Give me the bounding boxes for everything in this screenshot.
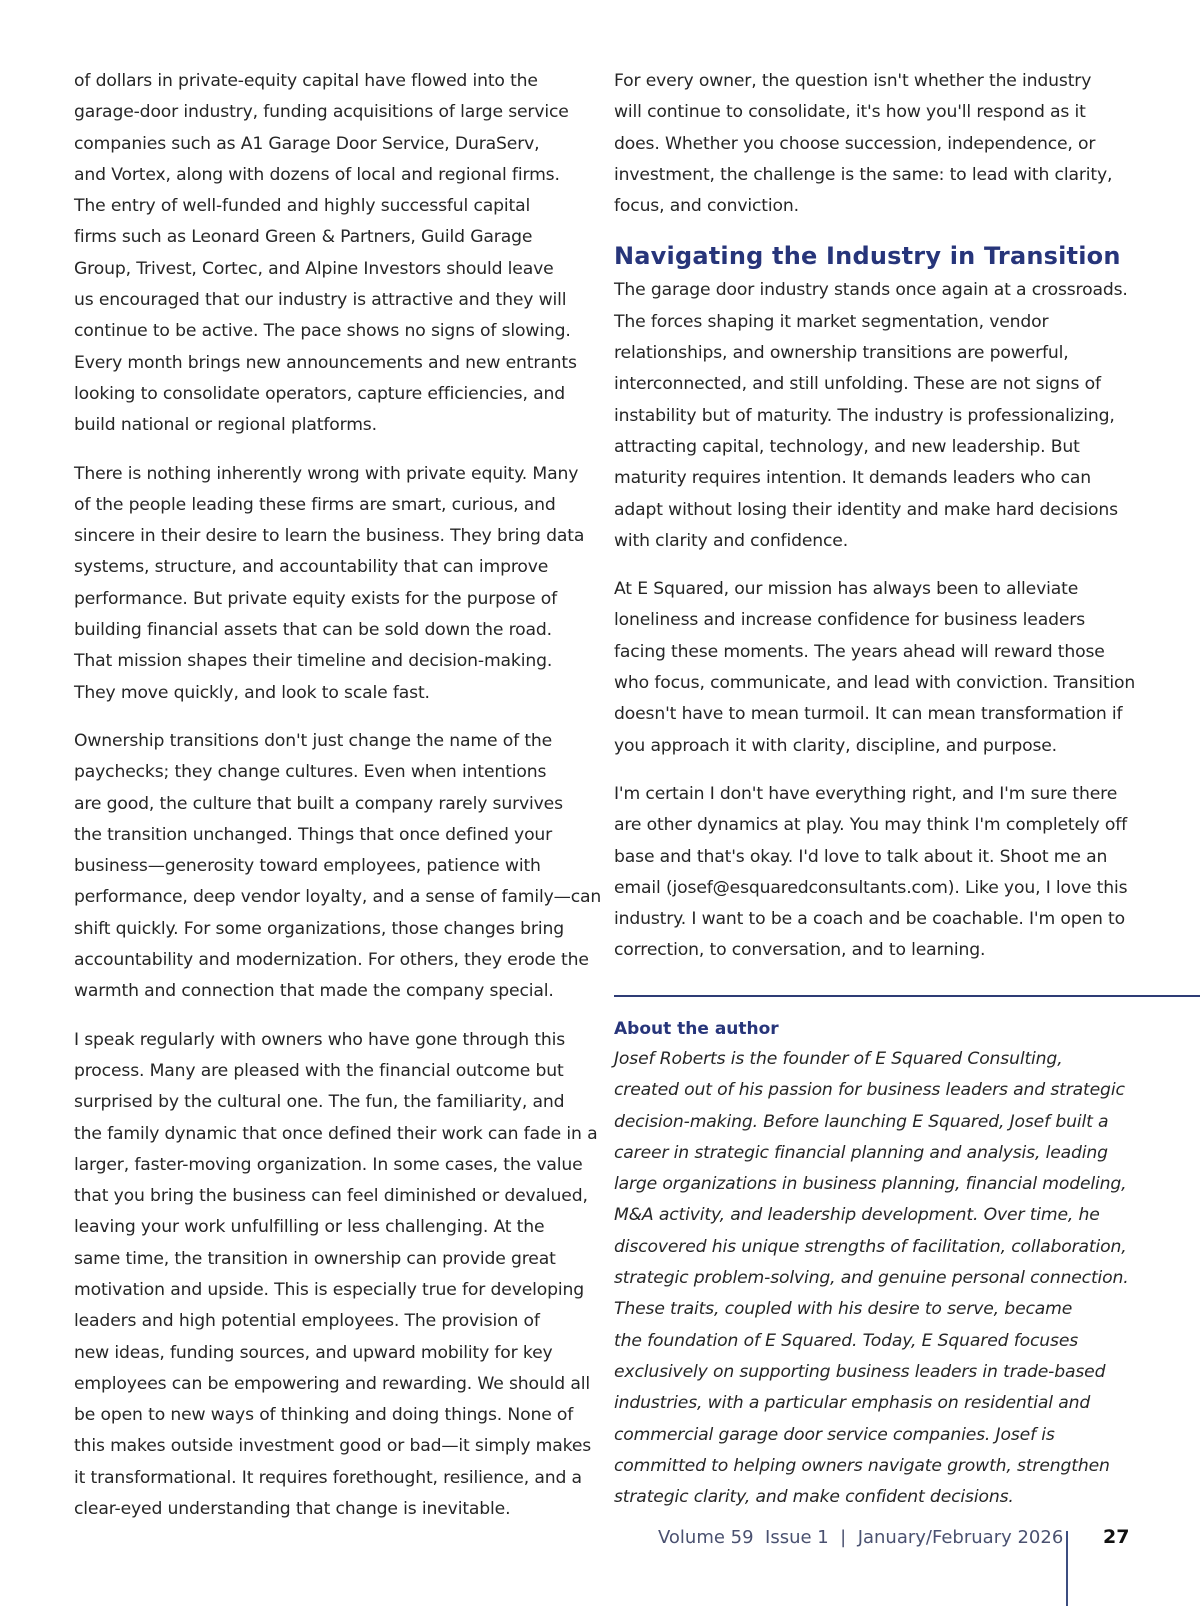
text-line: industry. I want to be a coach and be coachable. I'm open to xyxy=(614,909,1125,930)
paragraph xyxy=(74,726,602,1008)
about-line: decision-making. Before launching E Squared, Josef built a xyxy=(614,1111,1109,1132)
text-line: investment, the challenge is the same: to lead with clarity, xyxy=(614,164,1113,185)
text-line: loneliness and increase confidence for business leaders xyxy=(614,610,1086,631)
about-line: exclusively on supporting business leaders in trade-based xyxy=(614,1361,1106,1382)
text-line: focus, and conviction. xyxy=(614,196,799,217)
text-line: garage-door industry, funding acquisitions of large service xyxy=(74,102,569,123)
text-line: The forces shaping it market segmentation, vendor xyxy=(614,311,1049,332)
text-line: correction, to conversation, and to learning. xyxy=(614,940,986,961)
text-line: paychecks; they change cultures. Even when intentions xyxy=(74,762,547,783)
paragraph xyxy=(614,275,1200,557)
text-line: clear-eyed understanding that change is inevitable. xyxy=(74,1499,511,1520)
about-line: These traits, coupled with his desire to serve, became xyxy=(614,1299,1073,1320)
paragraph xyxy=(74,459,594,709)
text-line: base and that's okay. I'd love to talk about it. Shoot me an xyxy=(614,846,1108,867)
text-line: and Vortex, along with dozens of local and regional firms. xyxy=(74,164,560,185)
left-column xyxy=(74,66,602,1542)
text-line: it transformational. It requires forethought, resilience, and a xyxy=(74,1467,582,1488)
about-line: industries, with a particular emphasis on residential and xyxy=(614,1393,1091,1414)
text-line: looking to consolidate operators, capture efficiencies, and xyxy=(74,383,565,404)
text-line: you approach it with clarity, discipline, and purpose. xyxy=(614,735,1057,756)
text-line: leaders and high potential employees. The provision of xyxy=(74,1311,540,1332)
text-line: new ideas, funding sources, and upward mobility for key xyxy=(74,1342,553,1363)
text-line: adapt without losing their identity and make hard decisions xyxy=(614,499,1118,520)
text-line: with clarity and confidence. xyxy=(614,530,849,551)
text-line: same time, the transition in ownership can provide great xyxy=(74,1248,556,1269)
about-heading: About the author xyxy=(614,1019,779,1039)
about-line: commercial garage door service companies. Josef is xyxy=(614,1424,1055,1445)
text-line: motivation and upside. This is especially true for developing xyxy=(74,1279,585,1300)
text-line: surprised by the cultural one. The fun, the familiarity, and xyxy=(74,1092,565,1113)
text-line: employees can be empowering and rewarding. We should all xyxy=(74,1373,590,1394)
about-line: created out of his passion for business leaders and strategic xyxy=(614,1080,1125,1101)
text-line: maturity requires intention. It demands leaders who can xyxy=(614,468,1092,489)
text-line: relationships, and ownership transitions are powerful, xyxy=(614,343,1069,364)
text-line: instability but of maturity. The industry is professionalizing, xyxy=(614,405,1115,426)
about-line: strategic problem-solving, and genuine personal connection. xyxy=(614,1268,1129,1289)
text-line: process. Many are pleased with the financial outcome but xyxy=(74,1060,564,1081)
text-line: Group, Trivest, Cortec, and Alpine Investors should leave xyxy=(74,258,554,279)
text-line: the family dynamic that once defined their work can fade in a xyxy=(74,1123,598,1144)
text-line: accountability and modernization. For others, they erode the xyxy=(74,950,589,971)
page-number: 27 xyxy=(1103,1526,1130,1548)
text-line: They move quickly, and look to scale fast. xyxy=(74,682,430,703)
text-line: the transition unchanged. Things that once defined your xyxy=(74,824,553,845)
paragraph xyxy=(614,779,1200,967)
text-line: That mission shapes their timeline and decision-making. xyxy=(74,651,553,672)
right-column xyxy=(614,66,1200,984)
text-line: build national or regional platforms. xyxy=(74,415,377,436)
about-line: the foundation of E Squared. Today, E Squared focuses xyxy=(614,1330,1079,1351)
text-line: are other dynamics at play. You may think I'm completely off xyxy=(614,815,1128,836)
divider-rule xyxy=(614,995,1200,997)
text-line: who focus, communicate, and lead with conviction. Transition xyxy=(614,673,1136,694)
text-line: performance, deep vendor loyalty, and a sense of family—can xyxy=(74,887,602,908)
text-line: are good, the culture that built a company rarely survives xyxy=(74,793,563,814)
text-line: leaving your work unfulfilling or less challenging. At the xyxy=(74,1217,545,1238)
text-line: firms such as Leonard Green & Partners, Guild Garage xyxy=(74,227,533,248)
paragraph xyxy=(614,574,1200,762)
issue-info: Volume 59 Issue 1 | January/February 2026 xyxy=(658,1527,1064,1548)
text-line: warmth and connection that made the company special. xyxy=(74,981,554,1002)
text-line: sincere in their desire to learn the business. They bring data xyxy=(74,526,585,547)
about-line: large organizations in business planning, financial modeling, xyxy=(614,1174,1127,1195)
text-line: building financial assets that can be sold down the road. xyxy=(74,620,552,641)
text-line: that you bring the business can feel diminished or devalued, xyxy=(74,1186,588,1207)
text-line: business—generosity toward employees, patience with xyxy=(74,856,541,877)
text-line: The entry of well-funded and highly successful capital xyxy=(74,196,531,217)
text-line: There is nothing inherently wrong with private equity. Many xyxy=(74,463,579,484)
text-line: this makes outside investment good or bad—it simply makes xyxy=(74,1436,592,1457)
text-line: us encouraged that our industry is attractive and they will xyxy=(74,290,567,311)
about-line: career in strategic financial planning and analysis, leading xyxy=(614,1142,1108,1163)
text-line: email (josef@esquaredconsultants.com). Like you, I love this xyxy=(614,877,1128,898)
right-body xyxy=(614,275,1200,966)
text-line: companies such as A1 Garage Door Service, DuraServ, xyxy=(74,133,540,154)
text-line: Ownership transitions don't just change the name of the xyxy=(74,730,553,751)
text-line: larger, faster-moving organization. In some cases, the value xyxy=(74,1154,583,1175)
text-line: performance. But private equity exists for the purpose of xyxy=(74,588,558,609)
text-line: of the people leading these firms are smart, curious, and xyxy=(74,494,556,515)
paragraph xyxy=(74,66,594,442)
paragraph xyxy=(614,66,1200,222)
text-line: of dollars in private-equity capital have flowed into the xyxy=(74,71,538,91)
text-line: systems, structure, and accountability that can improve xyxy=(74,557,549,578)
text-line: interconnected, and still unfolding. These are not signs of xyxy=(614,374,1101,395)
about-line: M&A activity, and leadership development. Over time, he xyxy=(614,1205,1100,1226)
right-intro xyxy=(614,66,1200,222)
text-line: facing these moments. The years ahead will reward those xyxy=(614,641,1105,662)
text-line: I speak regularly with owners who have gone through this xyxy=(74,1029,566,1050)
text-line: shift quickly. For some organizations, those changes bring xyxy=(74,918,564,939)
text-line: continue to be active. The pace shows no signs of slowing. xyxy=(74,321,571,342)
text-line: attracting capital, technology, and new leadership. But xyxy=(614,436,1080,457)
about-line: committed to helping owners navigate growth, strengthen xyxy=(614,1455,1110,1476)
about-line: discovered his unique strengths of facilitation, collaboration, xyxy=(614,1236,1127,1257)
about-line: Josef Roberts is the founder of E Squared Consulting, xyxy=(614,1049,1063,1069)
text-line: At E Squared, our mission has always been to alleviate xyxy=(614,579,1079,600)
text-line: The garage door industry stands once again at a crossroads. xyxy=(614,280,1128,301)
text-line: doesn't have to mean turmoil. It can mean transformation if xyxy=(614,704,1123,725)
about-line: strategic clarity, and make confident decisions. xyxy=(614,1487,1014,1508)
text-line: For every owner, the question isn't whether the industry xyxy=(614,71,1092,91)
about-text xyxy=(614,1044,1200,1513)
paragraph xyxy=(74,1025,598,1526)
text-line: does. Whether you choose succession, independence, or xyxy=(614,133,1096,154)
text-line: be open to new ways of thinking and doing things. None of xyxy=(74,1405,574,1426)
about-author xyxy=(614,1014,1200,1513)
text-line: will continue to consolidate, it's how you'll respond as it xyxy=(614,102,1086,123)
text-line: Every month brings new announcements and new entrants xyxy=(74,352,577,373)
section-heading: Navigating the Industry in Transition xyxy=(614,242,1121,271)
footer-divider xyxy=(1066,1531,1068,1606)
text-line: I'm certain I don't have everything right, and I'm sure there xyxy=(614,783,1118,804)
